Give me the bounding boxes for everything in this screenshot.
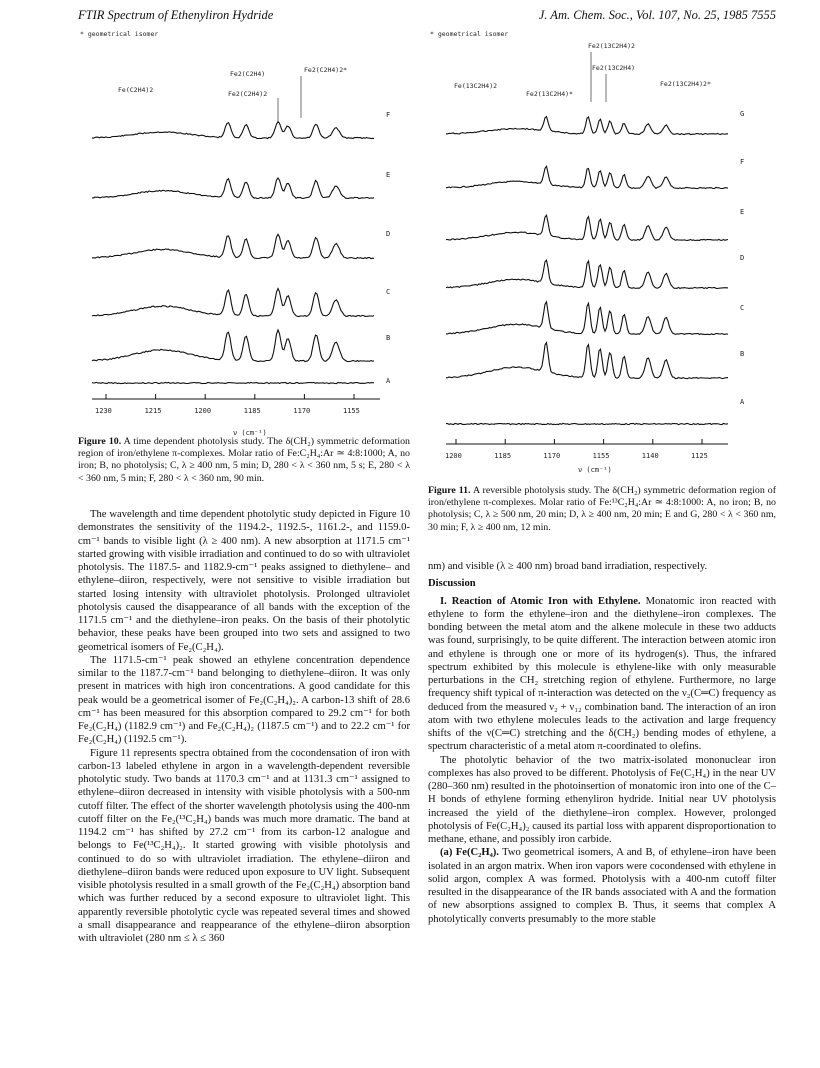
trace-label: A [740, 398, 745, 406]
paragraph-lead: (a) Fe(C₂H₄). [440, 847, 499, 859]
fig10-peak-label: Fe2(C2H4)2* [304, 66, 348, 74]
spectrum-trace [92, 234, 374, 258]
fig10-caption-text: A time dependent photolysis study. The δ(CH₂) symmetric deformation region of iron/ethylene π-complexes. Molar ratio of Fe:C₂H₄:Ar ≃ 4:8:1000; A, no iron; B, no photolysis; C, λ ≥ 400 nm, 5 min; D, 280 < λ < 360 nm, 5 s; E, 280 < λ < 360 nm, 5 min; F, 280 < λ < 360 nm, 90 min. [78, 436, 410, 484]
trace-label: C [386, 288, 391, 296]
tick-label: 1200 [445, 452, 462, 460]
fig11-x-axis-label: ν (cm⁻¹) [578, 466, 612, 474]
spectrum-trace [446, 215, 728, 240]
fig10-caption-label: Figure 10. [78, 436, 122, 447]
fig10-x-axis-label: ν (cm⁻¹) [233, 429, 267, 437]
left-body-column [78, 508, 410, 945]
body-paragraph [428, 846, 776, 926]
fig11-peak-label: Fe2(13C2H4)2 [588, 42, 635, 50]
paragraph-text: Monatomic iron reacted with ethylene to form the ethylene–iron and the diethylene–iron complexes. The bonding between the metal atom and the alkene molecule in these two adducts was found, surprisingly, to be quite different. The interaction between atomic iron and ethylene is through one or more of its hydrogen(s). Thus, the infrared spectrum exhibited by this molecule is ethylene-like with only measurable perturbations in the CH₂ stretching region of ethylene. Furthermore, no large frequency shift typical of π-interaction was detected on the ν₂(C═C) frequency as deduced from the measured ν₂ + ν₁₂ combination band. The interaction of an iron atom with two ethylene molecules leads to the activation and large frequency shifts of the ν(C═C) stretching and the δ(CH₂) bending modes of ethylene, a spectrum characteristic of a metal atom π-coordinated to olefins. [428, 595, 776, 753]
figure-11-caption [428, 485, 776, 534]
body-paragraph: Figure 11 represents spectra obtained from the cocondensation of iron with carbon-13 labeled ethylene in argon in a wavelength-dependent reversible photolytic study. Two bands at 1170.3 cm⁻¹ and at 1131.3 cm⁻¹ assigned to ethylene–diiron decreased in intensity with visible photolysis with a 500-nm cutoff filter. The effect of the shorter wavelength photolysis using the 400-nm cutoff filter on the Fe₂(¹³C₂H₄) bands was much more dramatic. The band at 1194.2 cm⁻¹ has shifted by 27.2 cm⁻¹ from its carbon-12 analogue and belongs to Fe(¹³C₂H₄)₂. It started growing with visible photolysis and continued to do so with ultraviolet irradiation. The ethylene–diiron and diethylene–diiron bands were reduced upon exposure to UV light. Subsequent visible photolysis resulted in a small growth of the Fe₂(C₂H₄) absorption band which was further reduced by a second exposure to ultraviolet light. This apparently reversible photolytic cycle was repeated several times and showed a small disappearance and reappearance of the ethylene–diiron absorption with ultraviolet (280 nm ≤ λ ≤ 360 [78, 747, 410, 944]
fig10-isomer-note: * geometrical isomer [80, 30, 159, 38]
spectrum-trace [446, 343, 728, 379]
tick-label: 1185 [494, 452, 512, 460]
paragraph-text: Two geometrical isomers, A and B, of ethylene–iron have been isolated in an argon matrix. When iron vapors were cocondensed with ethylene in solid argon, complex A was formed. Photolysis with a 400-nm cutoff filter resulted in the disappearance of the IR bands associated with A and the formation of new absorptions assigned to complex B. Thus, it seems that complex A photolytically converts presumably to the more stable [428, 847, 776, 925]
running-header-right: J. Am. Chem. Soc., Vol. 107, No. 25, 1985 7555 [538, 8, 776, 22]
fig11-isomer-note: * geometrical isomer [430, 30, 509, 38]
body-paragraph: The wavelength and time dependent photolytic study depicted in Figure 10 demonstrates the sensitivity of the 1194.2-, 1192.5-, 1161.2-, and 1159.0-cm⁻¹ bands to visible light (λ ≥ 400 nm). A new absorption at 1171.5 cm⁻¹ started growing with visible irradiation and continued to do so with ultraviolet photolysis. The 1187.5- and 1182.9-cm⁻¹ peaks assigned to diethylene– and ethylene–diiron, respectively, were not sensitive to visible irradiation but started losing intensity with ultraviolet photolysis. Prolonged ultraviolet photolysis caused the disappearance of all bands with the exception of the 1171.5 cm⁻¹ and the diethylene–iron peaks. On the basis of their photolytic behavior, these peaks have been grouped into two sets and assigned to two geometrical isomers of Fe₂(C₂H₄). [78, 509, 410, 653]
fig10-tick-group [95, 394, 360, 415]
spectrum-trace [446, 166, 728, 188]
tick-label: 1200 [194, 407, 212, 415]
body-paragraph: nm) and visible (λ ≥ 400 nm) broad band irradiation, respectively. [428, 561, 708, 572]
spectrum-trace [446, 260, 728, 288]
trace-label: F [740, 158, 745, 166]
tick-label: 1170 [293, 407, 311, 415]
spectrum-trace [92, 382, 374, 383]
fig10-peak-label: Fe2(C2H4) [230, 70, 266, 78]
trace-label: A [386, 377, 391, 385]
body-paragraph: The photolytic behavior of the two matrix-isolated mononuclear iron complexes has also proved to be different. Photolysis of Fe(C₂H₄) in the near UV (280–360 nm) resulted in the photoinsertion of monatomic iron into one of the C–H bonds of ethylene forming ethenyliron hydride. Initial near UV photolysis increased the yield of the diethylene–iron complex. However, prolonged photolysis of Fe(C₂H₄)₂ caused its partial loss with apparent disproportionation to methane, ethane, and possibly iron carbide. [428, 754, 776, 845]
spectrum-trace [446, 423, 728, 424]
spectrum-trace [446, 117, 728, 135]
spectrum-trace [446, 302, 728, 335]
trace-label: D [740, 254, 745, 262]
fig11-caption-text: A reversible photolysis study. The δ(CH₂) symmetric deformation region of iron/ethylene π-complexes. Molar ratio of Fe:¹³C₂H₄:Ar ≃ 4:8:1000: A, no iron; B, no photolysis; C, λ ≥ 500 nm, 20 min; D, λ ≥ 400 nm, 20 min; E and G, 280 < λ < 360 nm, 30 min; F, λ ≥ 400 nm, 12 min. [428, 485, 776, 533]
fig11-trace-group [446, 117, 728, 425]
tick-label: 1155 [592, 452, 610, 460]
fig11-trace-label-group [740, 110, 745, 406]
trace-label: B [386, 334, 391, 342]
tick-label: 1215 [144, 407, 162, 415]
trace-label: F [386, 111, 391, 119]
body-paragraph [428, 595, 776, 754]
tick-label: 1125 [691, 452, 708, 460]
spectrum-trace [92, 178, 374, 199]
tick-label: 1185 [243, 407, 261, 415]
fig10-trace-group [92, 122, 374, 384]
body-paragraph: The 1171.5-cm⁻¹ peak showed an ethylene concentration dependence similar to the 1187.7-cm⁻¹ band belonging to diethylene–diiron. It was only present in matrices with high iron concentrations. A good candidate for this peak would be a geometrical isomer of Fe₂(C₂H₄)₂. A carbon-13 shift of 28.6 cm⁻¹ has been measured for this absorption compared to 29.2 cm⁻¹ for both Fe₂(C₂H₄) (1182.9 cm⁻¹) and Fe₂(C₂H₄)₂ (1187.5 cm⁻¹) and to 22.2 cm⁻¹ for Fe₂(C₂H₄) (1192.5 cm⁻¹). [78, 654, 410, 746]
fig11-peak-label: Fe2(13C2H4)* [526, 90, 573, 98]
trace-label: D [386, 230, 391, 238]
tick-label: 1230 [95, 407, 112, 415]
tick-label: 1140 [641, 452, 659, 460]
tick-label: 1155 [343, 407, 360, 415]
spectrum-trace [92, 289, 374, 317]
fig11-peak-label: Fe(13C2H4)2 [454, 82, 498, 90]
trace-label: C [740, 304, 745, 312]
fig11-peak-label: Fe2(13C2H4)2* [660, 80, 711, 88]
figure-10-spectra [78, 26, 418, 441]
fig10-peak-label: Fe(C2H4)2 [118, 86, 154, 94]
running-header-left: FTIR Spectrum of Ethenyliron Hydride [78, 8, 274, 22]
section-heading: Discussion [428, 578, 476, 590]
tick-label: 1170 [543, 452, 561, 460]
fig10-peak-label: Fe2(C2H4)2 [228, 90, 268, 98]
spectrum-trace [92, 122, 374, 139]
trace-label: E [386, 171, 391, 179]
figure-10-caption [78, 436, 410, 485]
paragraph-lead: I. Reaction of Atomic Iron with Ethylene. [440, 595, 641, 607]
figure-11-spectra [428, 26, 778, 476]
right-body-column [428, 560, 776, 926]
fig11-tick-group [445, 439, 708, 460]
fig10-trace-label-group [386, 111, 391, 385]
trace-label: B [740, 350, 745, 358]
fig11-peak-label: Fe2(13C2H4) [592, 64, 636, 72]
trace-label: G [740, 110, 745, 118]
fig11-caption-label: Figure 11. [428, 485, 471, 496]
spectrum-trace [92, 330, 374, 362]
trace-label: E [740, 208, 745, 216]
